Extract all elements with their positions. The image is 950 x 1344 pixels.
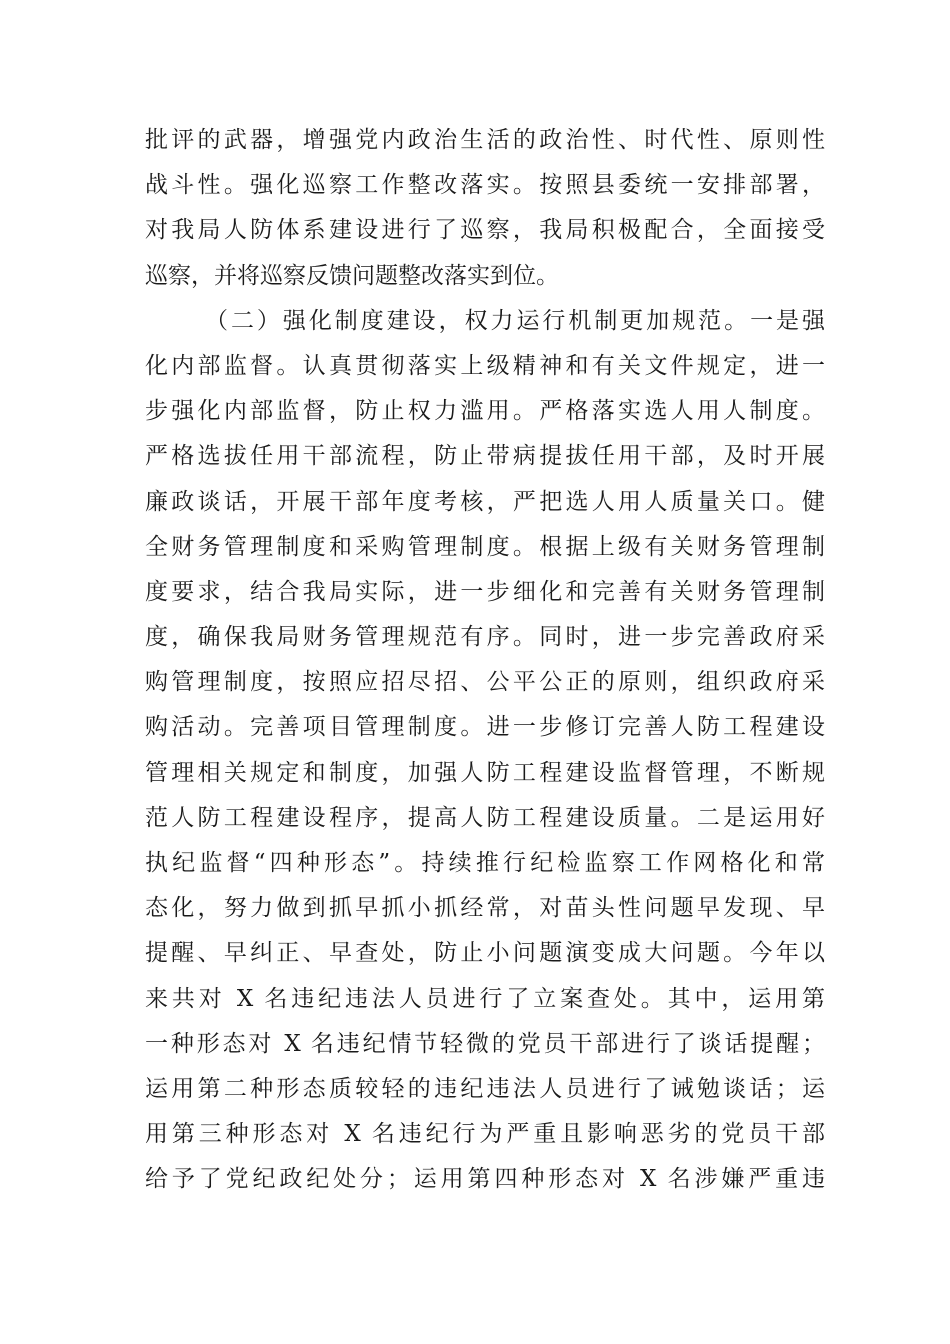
text-line: 购活动。完善项目管理制度。进一步修订完善人防工程建设 xyxy=(145,714,825,741)
text-line: 对我局人防体系建设进行了巡察，我局积极配合，全面接受 xyxy=(145,217,825,244)
text-line: 度要求，结合我局实际，进一步细化和完善有关财务管理制 xyxy=(145,578,825,605)
text-line: 战斗性。强化巡察工作整改落实。按照县委统一安排部署， xyxy=(145,172,825,199)
section-heading-line: （二）强化制度建设，权力运行机制更加规范。一是强 xyxy=(205,307,825,334)
text-line: 用第三种形态对 X 名违纪行为严重且影响恶劣的党员干部 xyxy=(145,1121,825,1148)
text-line: 运用第二种形态质较轻的违纪违法人员进行了诫勉谈话；运 xyxy=(145,1075,825,1102)
text-line: 廉政谈话，开展干部年度考核，严把选人用人质量关口。健 xyxy=(145,488,825,515)
text-line: 购管理制度，按照应招尽招、公平公正的原则，组织政府采 xyxy=(145,669,825,696)
text-line: 态化，努力做到抓早抓小抓经常，对苗头性问题早发现、早 xyxy=(145,895,825,922)
text-line: 巡察，并将巡察反馈问题整改落实到位。 xyxy=(145,262,559,289)
text-line: 来共对 X 名违纪违法人员进行了立案查处。其中，运用第 xyxy=(145,985,825,1012)
text-line: 管理相关规定和制度，加强人防工程建设监督管理，不断规 xyxy=(145,759,825,786)
text-line: 化内部监督。认真贯彻落实上级精神和有关文件规定，进一 xyxy=(145,352,825,379)
text-line: 范人防工程建设程序，提高人防工程建设质量。二是运用好 xyxy=(145,804,825,831)
text-line: 一种形态对 X 名违纪情节轻微的党员干部进行了谈话提醒； xyxy=(145,1030,825,1057)
text-line: 严格选拔任用干部流程，防止带病提拔任用干部，及时开展 xyxy=(145,443,825,470)
body-text xyxy=(145,118,825,1203)
text-line: 全财务管理制度和采购管理制度。根据上级有关财务管理制 xyxy=(145,533,825,560)
text-line: 给予了党纪政纪处分；运用第四种形态对 X 名涉嫌严重违 xyxy=(145,1166,825,1193)
text-line: 提醒、早纠正、早查处，防止小问题演变成大问题。今年以 xyxy=(145,940,825,967)
text-line: 步强化内部监督，防止权力滥用。严格落实选人用人制度。 xyxy=(145,398,825,425)
text-line: 执纪监督“四种形态”。持续推行纪检监察工作网格化和常 xyxy=(145,850,825,876)
text-line: 批评的武器，增强党内政治生活的政治性、时代性、原则性 xyxy=(145,127,825,153)
text-line: 度，确保我局财务管理规范有序。同时，进一步完善政府采 xyxy=(145,624,825,651)
